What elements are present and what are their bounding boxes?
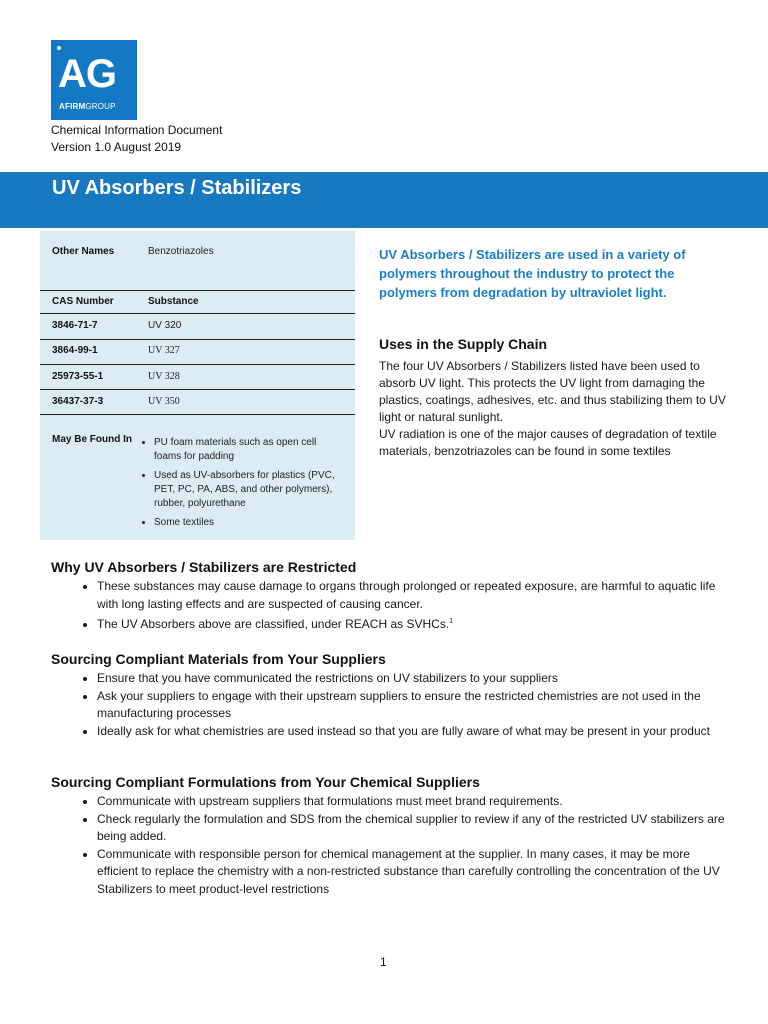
cas-header: CAS Number bbox=[52, 296, 114, 307]
afirm-logo bbox=[51, 40, 137, 120]
list-item: • PU foam materials such as open cell foams for padding bbox=[154, 436, 340, 464]
found-list bbox=[140, 436, 340, 535]
section-heading: Sourcing Compliant Formulations from Your Chemical Suppliers bbox=[51, 774, 480, 790]
sourcing-formulations-section bbox=[51, 774, 731, 898]
list-item: • Ideally ask for what chemistries are used instead so that you are fully aware of what may be present in your product bbox=[97, 723, 731, 741]
page-number: 1 bbox=[380, 955, 387, 969]
document-type: Chemical Information Document bbox=[51, 123, 223, 137]
substance-name: UV 328 bbox=[148, 371, 180, 382]
list-item: • Check regularly the formulation and SDS from the chemical supplier to review if any of the restricted UV stabilizers are being added. bbox=[97, 811, 731, 846]
list-item: • Communicate with upstream suppliers that formulations must meet brand requirements. bbox=[97, 793, 731, 811]
uses-heading: Uses in the Supply Chain bbox=[379, 336, 548, 352]
list-item: • Communicate with responsible person for chemical management at the supplier. In many cases, it may be more efficient to replace the chemistry with a non-restricted substance than carefully controlling the concentration of the UV Stabilizers to meet product-level restrictions bbox=[97, 846, 731, 899]
table-divider bbox=[40, 339, 355, 340]
substance-header: Substance bbox=[148, 296, 199, 307]
why-restricted-section bbox=[51, 559, 731, 634]
cas-number: 25973-55-1 bbox=[52, 371, 104, 382]
page-title: UV Absorbers / Stabilizers bbox=[52, 177, 302, 199]
list-item: • The UV Absorbers above are classified, under REACH as SVHCs.$^1$ bbox=[97, 613, 731, 634]
section-heading: Why UV Absorbers / Stabilizers are Restricted bbox=[51, 559, 357, 575]
logo-brand: AFIRMGROUP bbox=[59, 102, 116, 111]
other-names-value: Benzotriazoles bbox=[148, 246, 214, 257]
uses-body bbox=[379, 358, 729, 460]
logo-text: AG bbox=[58, 52, 116, 96]
title-banner bbox=[0, 172, 768, 228]
other-names-label: Other Names bbox=[52, 246, 115, 257]
table-divider bbox=[40, 313, 355, 314]
sourcing-materials-section bbox=[51, 651, 731, 740]
cas-number: 36437-37-3 bbox=[52, 396, 104, 407]
document-version: Version 1.0 August 2019 bbox=[51, 140, 182, 154]
uses-paragraph: UV radiation is one of the major causes of degradation of textile materials, benzotriazoles can be found in some textiles bbox=[379, 427, 717, 458]
cas-number: 3864-99-1 bbox=[52, 345, 98, 356]
substance-name: UV 320 bbox=[148, 320, 182, 331]
document-info bbox=[51, 122, 222, 156]
table-divider bbox=[40, 290, 355, 291]
list-item: • Some textiles bbox=[154, 516, 340, 530]
list-item: • Used as UV-absorbers for plastics (PVC, PET, PC, PA, ABS, and other polymers), rubber, polyurethane bbox=[154, 469, 340, 511]
table-divider bbox=[40, 414, 355, 415]
intro-text: UV Absorbers / Stabilizers are used in a variety of polymers throughout the industry to protect the polymers from degradation by ultraviolet light. bbox=[379, 247, 686, 300]
substance-name: UV 327 bbox=[148, 345, 180, 356]
cas-number: 3846-71-7 bbox=[52, 320, 98, 331]
substance-name: UV 350 bbox=[148, 396, 180, 407]
table-divider bbox=[40, 389, 355, 390]
found-label: May Be Found In bbox=[52, 434, 132, 445]
table-divider bbox=[40, 364, 355, 365]
list-item: • Ask your suppliers to engage with their upstream suppliers to ensure the restricted chemistries are not used in the manufacturing processes bbox=[97, 688, 731, 723]
uses-paragraph: The four UV Absorbers / Stabilizers listed have been used to absorb UV light. This protects the UV light from damaging the plastics, coatings, adhesives, etc. and thus stabilizing them to UV light or natural sunlight. bbox=[379, 359, 726, 424]
list-item: • Ensure that you have communicated the restrictions on UV stabilizers to your suppliers bbox=[97, 670, 731, 688]
section-heading: Sourcing Compliant Materials from Your Suppliers bbox=[51, 651, 386, 667]
list-item: • These substances may cause damage to organs through prolonged or repeated exposure, are harmful to aquatic life with long lasting effects and are suspected of causing cancer. bbox=[97, 578, 731, 613]
logo-dot bbox=[57, 46, 61, 50]
footnote-mark: 1 bbox=[449, 618, 454, 625]
